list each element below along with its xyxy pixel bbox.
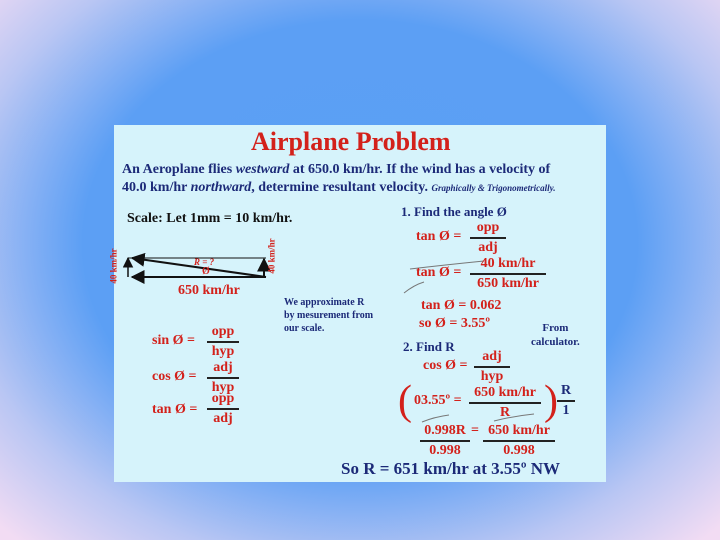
step1-tan-lhs-2: tan Ø = [416, 265, 462, 280]
fraction-denominator: adj [213, 411, 233, 426]
problem-emphasis: westward [235, 162, 290, 177]
final-answer: So R = 651 km/hr at 3.55º NW [341, 459, 560, 478]
right-vector-label: 40 km/hr [266, 238, 277, 274]
problem-emphasis: northward [190, 180, 252, 195]
step2-value-fraction [469, 385, 541, 421]
step1-tan-fraction [470, 220, 506, 256]
problem-text: at 650.0 km/hr. If the wind has a velocity of [289, 162, 551, 177]
close-paren: ) [544, 378, 558, 424]
open-paren: ( [398, 378, 412, 424]
note-line: We approximate R [284, 297, 365, 308]
from-calculator-note [531, 321, 580, 349]
fraction-numerator: adj [207, 360, 239, 379]
note-line: From [542, 322, 569, 334]
sin-fraction [207, 324, 239, 360]
step1-angle-result: so Ø = 3.55º [419, 316, 490, 331]
step2-cos-lhs: cos Ø = [423, 358, 468, 373]
left-vector-label: 40 km/hr [108, 248, 119, 284]
note-line: our scale. [284, 323, 325, 334]
fraction-denominator: hyp [480, 369, 504, 384]
equals-sign: = [471, 423, 479, 438]
fraction-denominator: R [499, 405, 511, 420]
fraction-denominator: 650 km/hr [477, 276, 539, 291]
content-panel [108, 125, 606, 482]
resultant-label: R = ? [194, 257, 215, 267]
tan-lhs: tan Ø = [152, 402, 198, 417]
fraction-numerator: 40 km/hr [470, 256, 546, 275]
problem-text: 40.0 km/hr [122, 180, 191, 195]
strike-mark [404, 282, 424, 293]
step1-tan-lhs: tan Ø = [416, 229, 462, 244]
sin-lhs: sin Ø = [152, 333, 195, 348]
note-line: by mesurement from [284, 310, 374, 321]
fraction-denominator: adj [478, 240, 498, 255]
step2-heading: 2. Find R [403, 339, 455, 354]
fraction-numerator: opp [207, 324, 239, 343]
approximation-note [284, 296, 373, 335]
cos-lhs: cos Ø = [152, 369, 197, 384]
tan-fraction [207, 391, 239, 427]
fraction-denominator: 1 [562, 403, 570, 418]
fraction-numerator: 0.998R [420, 423, 470, 442]
fraction-denominator: hyp [211, 380, 235, 395]
fraction-numerator: adj [474, 349, 510, 368]
step2-cos-fraction [474, 349, 510, 385]
fraction-numerator: opp [207, 391, 239, 410]
fraction-denominator: hyp [211, 344, 235, 359]
step2-side-fraction [557, 383, 575, 419]
step2-right-fraction [483, 423, 555, 459]
problem-text: An Aeroplane flies [122, 162, 236, 177]
airplane-velocity-label: 650 km/hr [178, 283, 240, 298]
fraction-numerator: 650 km/hr [469, 385, 541, 404]
fraction-numerator: 650 km/hr [483, 423, 555, 442]
step1-value-fraction [470, 256, 546, 292]
problem-method: Graphically & Trigonometrically. [431, 183, 556, 193]
note-line: calculator. [531, 336, 580, 348]
fraction-numerator: R [557, 383, 575, 402]
fraction-denominator: 0.998 [503, 443, 535, 458]
fraction-numerator: opp [470, 220, 506, 239]
step1-tan-result: tan Ø = 0.062 [421, 298, 502, 313]
step2-left-fraction [420, 423, 470, 459]
strike-mark [422, 415, 449, 422]
problem-text: , determine resultant velocity. [251, 180, 428, 195]
scale-text: Scale: Let 1mm = 10 km/hr. [127, 211, 293, 226]
step1-heading: 1. Find the angle Ø [401, 204, 507, 219]
step2-angle-lhs: 03.55º = [414, 393, 462, 408]
page-title: Airplane Problem [251, 127, 451, 156]
angle-label: Ø [202, 266, 210, 277]
fraction-denominator: 0.998 [429, 443, 461, 458]
